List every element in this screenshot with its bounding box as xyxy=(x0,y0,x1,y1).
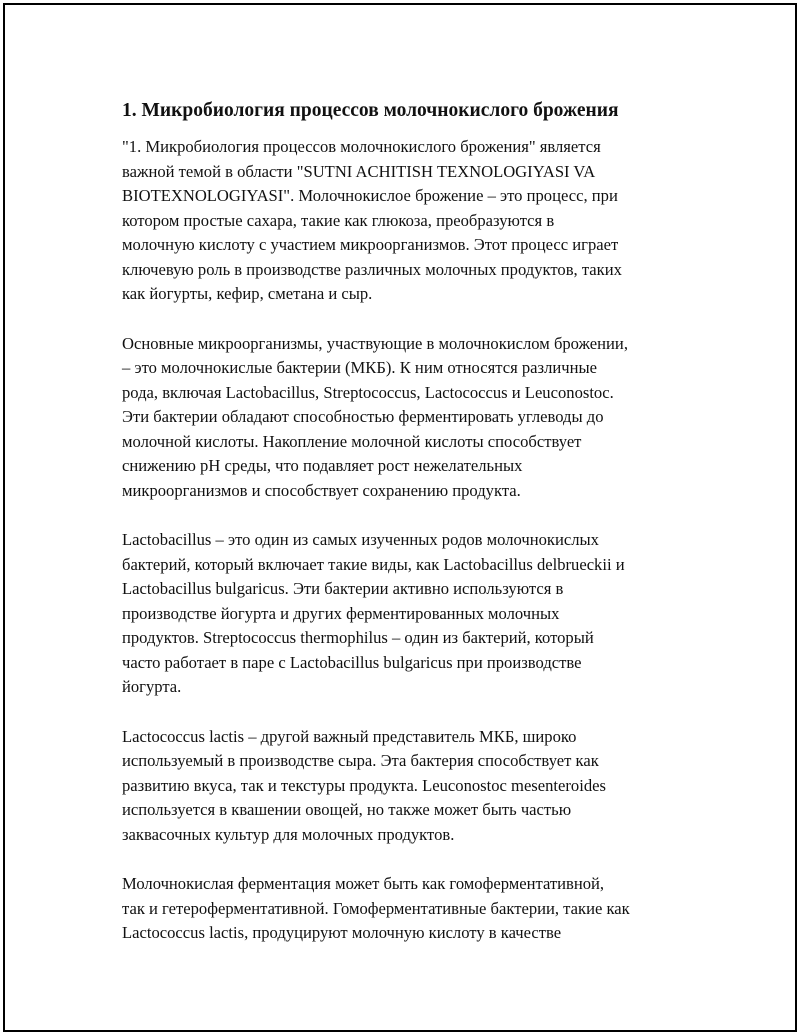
text-line: часто работает в паре с Lactobacillus bulgaricus при производстве xyxy=(122,652,582,672)
text-line: развитию вкуса, так и текстуры продукта. Leuconostoc mesenteroides xyxy=(122,775,606,795)
text-line: котором простые сахара, такие как глюкоза, преобразуются в xyxy=(122,210,555,230)
text-line: йогурта. xyxy=(122,677,182,696)
paragraph-lactobacillus xyxy=(122,528,692,700)
text-line: бактерий, который включает такие виды, как Lactobacillus delbrueckii и xyxy=(122,554,625,574)
text-line: Основные микроорганизмы, участвующие в молочнокислом брожении, xyxy=(122,333,628,353)
paragraph-intro xyxy=(122,135,692,307)
text-line: используется в квашении овощей, но также может быть частью xyxy=(122,800,572,819)
text-line: Эти бактерии обладают способностью ферментировать углеводы до xyxy=(122,407,604,426)
text-line: Lactococcus lactis, продуцируют молочную кислоту в качестве xyxy=(122,923,562,942)
page-frame xyxy=(3,3,797,1032)
text-line: BIOTEXNOLOGIYASI". Молочнокислое брожение – это процесс, при xyxy=(122,186,618,205)
text-line: продуктов. Streptococcus thermophilus – один из бактерий, который xyxy=(122,628,594,647)
paragraph-microorganisms xyxy=(122,332,692,504)
text-line: производстве йогурта и других ферментированных молочных xyxy=(122,603,560,623)
text-line: используемый в производстве сыра. Эта бактерия способствует как xyxy=(122,751,599,770)
text-line: Молочнокислая ферментация может быть как гомоферментативной, xyxy=(122,874,605,893)
text-line: молочной кислоты. Накопление молочной кислоты способствует xyxy=(122,431,582,451)
text-line: так и гетероферментативной. Гомоферментативные бактерии, такие как xyxy=(122,898,630,918)
paragraph-lactococcus xyxy=(122,725,692,848)
text-line: Lactobacillus bulgaricus. Эти бактерии активно используются в xyxy=(122,579,564,598)
text-line: микроорганизмов и способствует сохранению продукта. xyxy=(122,480,521,500)
text-line: Lactobacillus – это один из самых изученных родов молочнокислых xyxy=(122,530,599,549)
text-line: – это молочнокислые бактерии (МКБ). К ним относятся различные xyxy=(122,358,597,377)
text-line: ключевую роль в производстве различных молочных продуктов, таких xyxy=(122,259,622,279)
text-line: важной темой в области "SUTNI ACHITISH TEXNOLOGIYASI VA xyxy=(122,161,596,181)
text-line: как йогурты, кефир, сметана и сыр. xyxy=(122,284,373,303)
document-body xyxy=(122,97,692,971)
section-heading: 1. Микробиология процессов молочнокислого брожения xyxy=(122,100,619,121)
text-line: молочную кислоту с участием микроорганизмов. Этот процесс играет xyxy=(122,235,619,254)
text-line: рода, включая Lactobacillus, Streptococcus, Lactococcus и Leuconostoc. xyxy=(122,382,614,402)
text-line: заквасочных культур для молочных продуктов. xyxy=(122,824,455,844)
text-line: Lactococcus lactis – другой важный представитель МКБ, широко xyxy=(122,726,577,746)
text-line: "1. Микробиология процессов молочнокислого брожения" является xyxy=(122,137,601,156)
paragraph-fermentation-types xyxy=(122,872,692,946)
text-line: снижению pH среды, что подавляет рост нежелательных xyxy=(122,456,523,475)
